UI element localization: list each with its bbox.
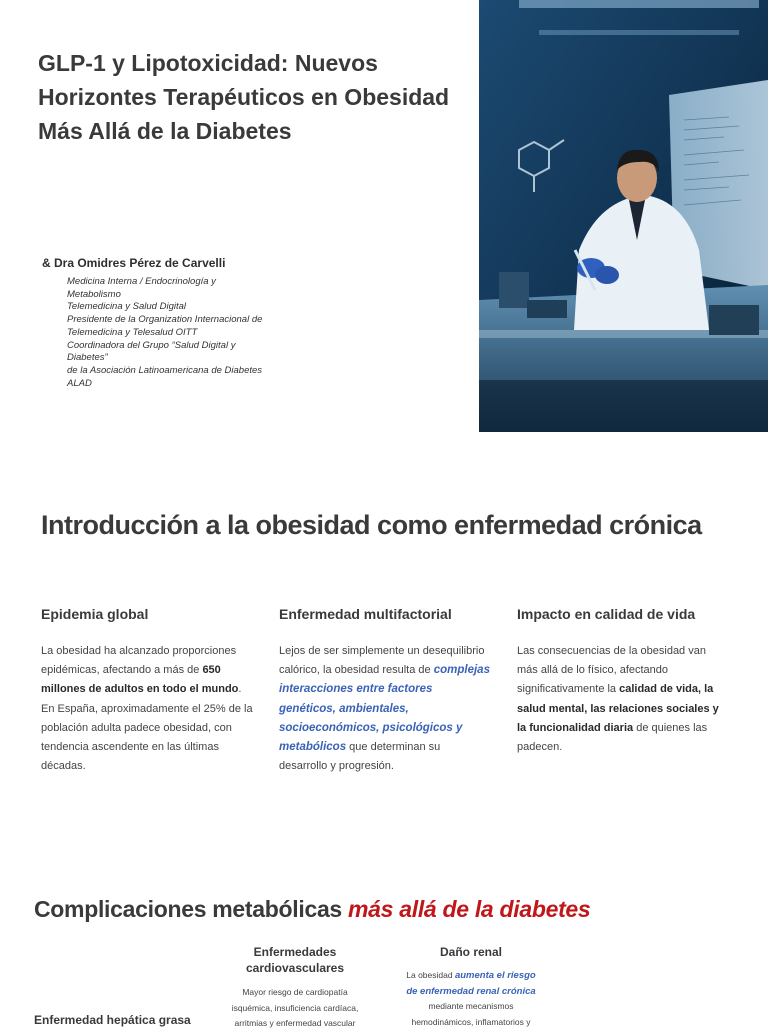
- card-title-cardiovascular: Enfermedades cardiovasculares: [245, 945, 345, 975]
- heading-accent: más allá de la diabetes: [348, 896, 591, 922]
- author-credentials: [67, 276, 297, 390]
- card-text-renal: La obesidad aumenta el riesgo de enfermedad renal crónica mediante mecanismos hemodinámicos, inflamatorios y: [406, 970, 536, 1027]
- author-role-line: Telemedicina y Telesalud OITT: [67, 326, 198, 338]
- bold-phrase: calidad de vida, la salud mental, las relaciones sociales y la funcionalidad diaria: [517, 683, 719, 734]
- author-role-line: Coordinadora del Grupo “Salud Digital y: [67, 339, 236, 351]
- author-role-line: Diabetes”: [67, 352, 108, 364]
- column-text: Las consecuencias de la obesidad van más allá de lo físico, afectando significativamente la calidad de vida, la salud mental, las relaciones sociales y la funcionalidad diaria de quienes las padecen.: [517, 645, 719, 754]
- author-role-line: ALAD: [67, 377, 92, 389]
- card-title-renal: Daño renal: [439, 945, 502, 959]
- author-name: & Dra Omidres Pérez de Carvelli: [42, 256, 226, 270]
- column-text: La obesidad ha alcanzado proporciones epidémicas, afectando a más de 650 millones de adultos en todo el mundo. En España, aproximadamente el 25% de la población adulta padece obesidad, con tendencia ascendente en las últimas décadas.: [41, 645, 253, 773]
- section-heading-complications: Complicaciones metabólicas más allá de la diabetes: [34, 896, 591, 922]
- bold-phrase: 650 millones de adultos en todo el mundo: [41, 664, 239, 696]
- author-role-line: Metabolismo: [67, 288, 121, 300]
- intro-column-calidad-vida: [517, 606, 729, 757]
- card-title-higado: Enfermedad hepática grasa: [34, 1013, 191, 1027]
- lab-illustration: [479, 0, 768, 432]
- author-role-line: Telemedicina y Salud Digital: [67, 301, 186, 313]
- column-title: Epidemia global: [41, 606, 149, 622]
- author-role-line: Presidente de la Organization Internacional de: [67, 314, 263, 326]
- column-text: Lejos de ser simplemente un desequilibrio calórico, la obesidad resulta de complejas interacciones entre factores genéticos, ambientales, socioeconómicos, psicológicos y metabólicos que determinan su desarrollo y progresión.: [279, 645, 490, 773]
- intro-column-epidemia: [41, 606, 253, 776]
- document-title: GLP-1 y Lipotoxicidad: Nuevos Horizontes Terapéuticos en Obesidad Más Allá de la Diabetes: [38, 50, 450, 144]
- intro-column-multifactorial: [279, 606, 491, 776]
- column-title: Enfermedad multifactorial: [279, 606, 452, 622]
- section-heading-intro: Introducción a la obesidad como enfermedad crónica: [41, 510, 702, 540]
- author-role-line: de la Asociación Latinoamericana de Diabetes: [67, 364, 263, 376]
- scientist-lab-photo: [479, 0, 768, 432]
- card-text-cardiovascular: Mayor riesgo de cardiopatía isquémica, insuficiencia cardíaca, arritmias y enfermedad vascular: [231, 987, 359, 1028]
- highlighted-phrase: aumenta el riesgo de enfermedad renal crónica: [406, 970, 536, 997]
- highlighted-phrase: complejas interacciones entre factores genéticos, ambientales, socioeconómicos, psicológicos y metabólicos: [279, 664, 490, 754]
- author-role-line: Medicina Interna / Endocrinología y: [67, 276, 216, 287]
- column-title: Impacto en calidad de vida: [517, 606, 696, 622]
